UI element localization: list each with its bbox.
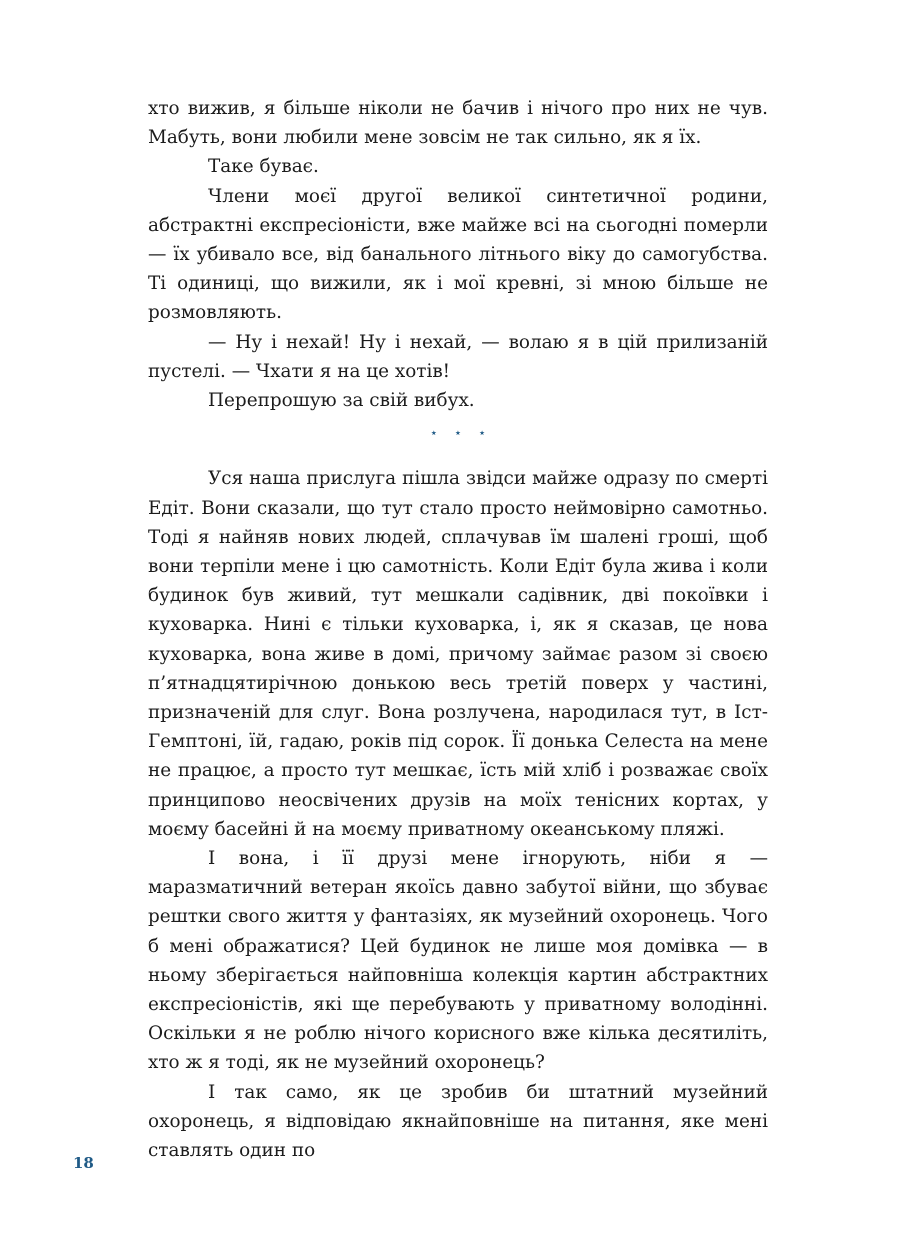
section-separator-stars: ⋆⋆⋆ — [429, 426, 503, 442]
paragraph: Таке буває. — [208, 156, 319, 178]
page-body — [148, 94, 768, 1165]
paragraph-dialogue: — Ну і нехай! Ну і нехай, — волаю я в цій прилизаній пустелі. — Чхати я на це хотів! — [148, 331, 768, 382]
paragraph: Члени моєї другої великої синтетичної родини, абстрактні експресіоністи, вже майже всі на сьогодні померли — їх убивало все, від банального літнього віку до самогубства. Ті одиниці, що вижили, як і мої кревні, зі мною більше не розмовляють. — [148, 185, 768, 324]
page-number: 18 — [73, 1154, 94, 1172]
paragraph: І вона, і її друзі мене ігнорують, ніби я — маразматичний ветеран якоїсь давно забутої війни, що збуває рештки свого життя у фантазіях, як музейний охоронець. Чого б мені ображатися? Цей будинок не лише моя домівка — в ньому зберігається найповніша колекція картин абстрактних експресіоністів, які ще перебувають у приватному володінні. Оскільки я не роблю нічого корисного вже кілька десятиліть, хто ж я тоді, як не музейний охоронець? — [148, 848, 768, 1074]
paragraph-continuation: хто вижив, я більше ніколи не бачив і нічого про них не чув. Мабуть, вони любили мене зовсім не так сильно, як я їх. — [148, 98, 768, 149]
paragraph: Перепрошую за свій вибух. — [208, 390, 475, 412]
paragraph: Уся наша прислуга пішла звідси майже одразу по смерті Едіт. Вони сказали, що тут стало просто неймовірно самотньо. Тоді я найняв нових людей, сплачував їм шалені гроші, щоб вони терпіли мене і цю самотність. Коли Едіт була жива і коли будинок був живий, тут мешкали садівник, дві покоївки і куховарка. Нині є тільки куховарка, і, як я сказав, це нова куховарка, вона живе в домі, причому займає разом зі своєю п’ятнадцятирічною донькою весь третій поверх у частині, призначеній для слуг. Вона розлучена, народилася тут, в Іст-Гемптоні, їй, гадаю, років під сорок. Її донька Селеста на мене не працює, а просто тут мешкає, їсть мій хліб і розважає своїх принципово неосвічених друзів на моїх тенісних кортах, у моєму басейні й на моєму приватному океанському пляжі. — [148, 468, 768, 840]
paragraph: І так само, як це зробив би штатний музейний охоронець, я відповідаю якнайповніше на питання, яке мені ставлять один по — [148, 1081, 768, 1162]
